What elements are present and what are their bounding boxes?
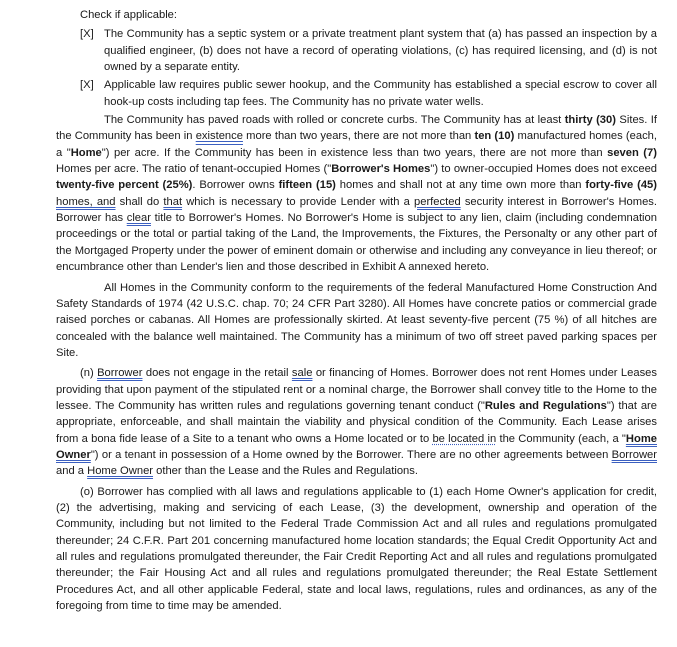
- bold-term: forty-five (45): [585, 179, 657, 192]
- defined-term-rules-and-regulations: Rules and Regulations: [484, 399, 607, 412]
- text-run: shall do: [115, 195, 164, 208]
- text-run: ") that are appropriate, enforceable, and shall maintain the viability and physical condition of the Community. Each Lease arises from a bona fide lease of a Site to a tenant who owns a Home located or to: [56, 399, 658, 445]
- text-run: security interest in Borrower's Homes. Borrower has: [56, 195, 657, 225]
- grammar-flag-borrower[interactable]: Borrower: [97, 367, 143, 380]
- text-run: . Borrower owns: [192, 179, 279, 192]
- paragraph-o-compliance: (o) Borrower has complied with all laws and regulations applicable to (1) each Home Owner's application for credit, (2) the advertising, making and servicing of each Lease, (3) the development, ownership and operation of the Community, including but not limited to the Federal Trade Commission Act and all rules and regulations promulgated thereunder; 24 C.F.R. Part 201 concerning manufactured home location standards; the Equal Credit Opportunity Act and all rules and regulations promulgated thereunder, the Fair Credit Reporting Act and all rules and regulations promulgated thereunder; the Fair Housing Act and all rules and regulations promulgated thereunder; the Real Estate Settlement Procedures Act, and all other applicable Federal, state and local laws, regulations, rules and ordinances, as any of the foregoing from time to time may be amended.: [56, 485, 657, 613]
- clause-label: (n): [80, 367, 98, 380]
- text-run: and a: [56, 465, 88, 478]
- text-run: which is necessary to provide Lender with a: [182, 195, 415, 208]
- checkbox-mark: [X]: [80, 79, 94, 92]
- check-item-septic: [56, 26, 657, 75]
- checkbox-mark: [X]: [80, 28, 94, 41]
- grammar-flag-perfected[interactable]: perfected: [414, 195, 461, 208]
- text-run: Homes per acre. The ratio of tenant-occupied Homes (": [56, 163, 332, 176]
- grammar-flag-homes-and[interactable]: homes, and: [56, 195, 116, 208]
- bold-term: fifteen (15): [278, 179, 336, 192]
- bold-term: ten (10): [474, 130, 515, 143]
- grammar-flag-existence[interactable]: existence: [195, 130, 243, 143]
- check-item-text: Applicable law requires public sewer hookup, and the Community has established a special escrow to cover all hook-up costs including tap fees. The Community has no private water wells.: [104, 79, 657, 108]
- text-run: The Community has paved roads with rolled or concrete curbs. The Community has at least: [104, 114, 565, 127]
- text-run: or financing of Homes. Borrower does not rent Homes under Leases providing that upon payment of the stipulated rent or a nominal charge, the Borrower shall convey title to the Home to the lessee. The Community has written rules and regulations governing tenant conduct (": [56, 367, 657, 412]
- grammar-flag-clear[interactable]: clear: [126, 212, 151, 225]
- check-item-sewer: [56, 77, 657, 110]
- text-run: ") or a tenant in possession of a Home owned by the Borrower. There are no other agreements between: [90, 448, 612, 461]
- grammar-flag-sale[interactable]: sale: [291, 367, 313, 380]
- text-run: does not engage in the retail: [142, 367, 292, 380]
- text-run: ") to owner-occupied Homes does not exceed: [430, 163, 658, 176]
- defined-term-home: Home: [70, 146, 102, 159]
- grammar-flag-home-owner[interactable]: Home Owner: [87, 465, 154, 478]
- text-run: Sites. If the Community has been in: [56, 114, 657, 143]
- defined-term-borrowers-homes: Borrower's Homes: [331, 163, 431, 176]
- text-run: the Community (each, a ": [496, 432, 626, 445]
- bold-term: twenty-five percent (25%): [56, 179, 193, 192]
- text-run: manufactured homes (each, a ": [56, 130, 657, 159]
- text-run: ") per acre. If the Community has been in existence less than two years, there are not more than: [101, 146, 608, 159]
- check-heading: Check if applicable:: [80, 9, 178, 21]
- text-run: other than the Lease and the Rules and Regulations.: [153, 465, 418, 478]
- text-run: more than two years, there are not more than: [242, 130, 475, 143]
- text-run: homes and shall not at any time own more than: [335, 179, 586, 192]
- bold-term: seven (7): [607, 146, 657, 159]
- paragraph-community-roads: [56, 112, 657, 275]
- paragraph-n-retail-sale: [56, 365, 657, 479]
- grammar-flag-that[interactable]: that: [163, 195, 183, 208]
- check-item-text: The Community has a septic system or a private treatment plant system that (a) has passed an inspection by a qualified engineer, (b) does not have a record of operating violations, (c) has required licensing, and (d) is not owned by a separate entity.: [104, 28, 657, 74]
- grammar-flag-borrower[interactable]: Borrower: [611, 448, 657, 461]
- defined-term-home-owner[interactable]: Home Owner: [56, 432, 657, 461]
- grammar-flag-be-located-in[interactable]: be located in: [432, 432, 497, 445]
- paragraph-homes-standards: All Homes in the Community conform to the requirements of the federal Manufactured Home Construction And Safety Standards of 1974 (42 U.S.C. chap. 70; 24 CFR Part 3280). All Homes have concrete patios or commercial grade raised porches or cabanas. All Homes are professionally skirted. At least seventy-five percent (75 %) of all hitches are concealed with the balance well maintained. The Community has a minimum of two off street paved parking spaces per Site.: [56, 281, 657, 359]
- bold-term: thirty (30): [564, 114, 616, 127]
- text-run: title to Borrower's Homes. No Borrower's Home is subject to any lien, claim (including condemnation proceedings or the total or partial taking of the Land, the Improvements, the Fixtures, the Personalty or any other part of the Mortgaged Property under the power of eminent domain or otherwise and including any conveyance in lieu thereof; or encumbrance other than Lender's lien and those described in Exhibit A annexed hereto.: [56, 212, 657, 274]
